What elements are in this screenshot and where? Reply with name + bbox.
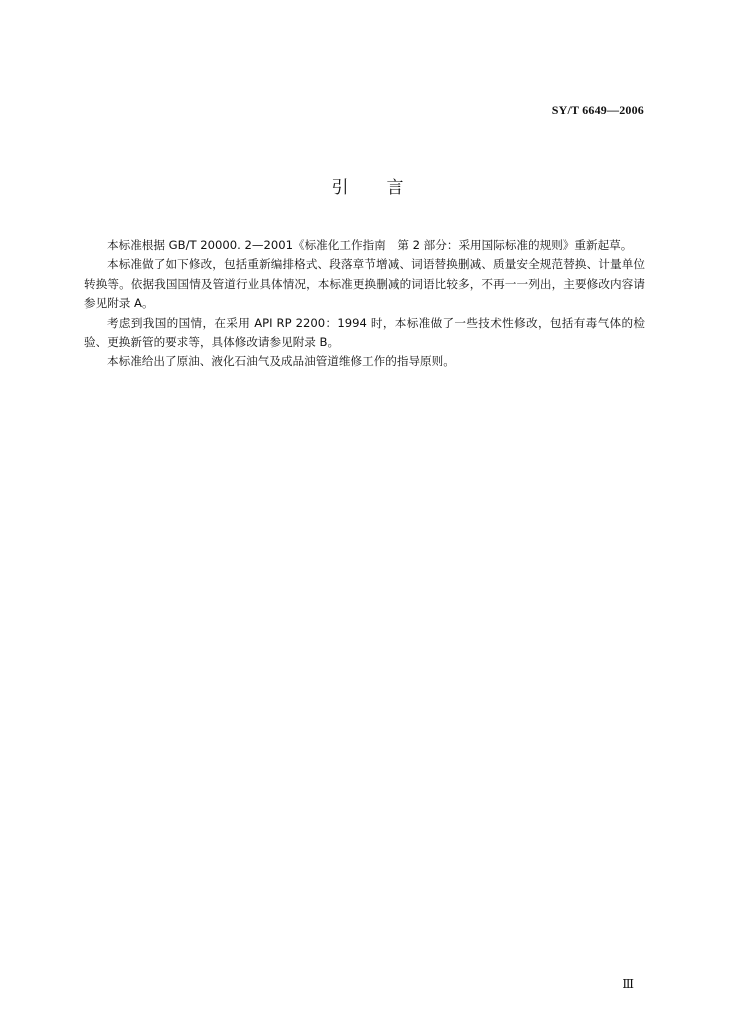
page-title: 引言 xyxy=(331,178,442,198)
standard-code: SY/T 6649—2006 xyxy=(551,103,644,117)
paragraph: 考虑到我国的国情，在采用 API RP 2200：1994 时，本标准做了一些技术性修改，包括有毒气体的检验、更换新管的要求等，具体修改请参见附录 B。 xyxy=(84,315,645,350)
page-number: Ⅲ xyxy=(622,977,634,991)
paragraph: 本标准根据 GB/T 20000. 2—2001《标准化工作指南 第 2 部分：采用国际标准的规则》重新起草。 xyxy=(107,238,633,252)
paragraph: 本标准给出了原油、液化石油气及成品油管道维修工作的指导原则。 xyxy=(107,354,455,369)
paragraph: 本标准做了如下修改，包括重新编排格式、段落章节增减、词语替换删减、质量安全规范替换、计量单位转换等。依据我国国情及管道行业具体情况，本标准更换删减的词语比较多，不再一一列出，主要修改内容请参见附录 A。 xyxy=(84,257,645,311)
introduction-body xyxy=(84,236,645,372)
